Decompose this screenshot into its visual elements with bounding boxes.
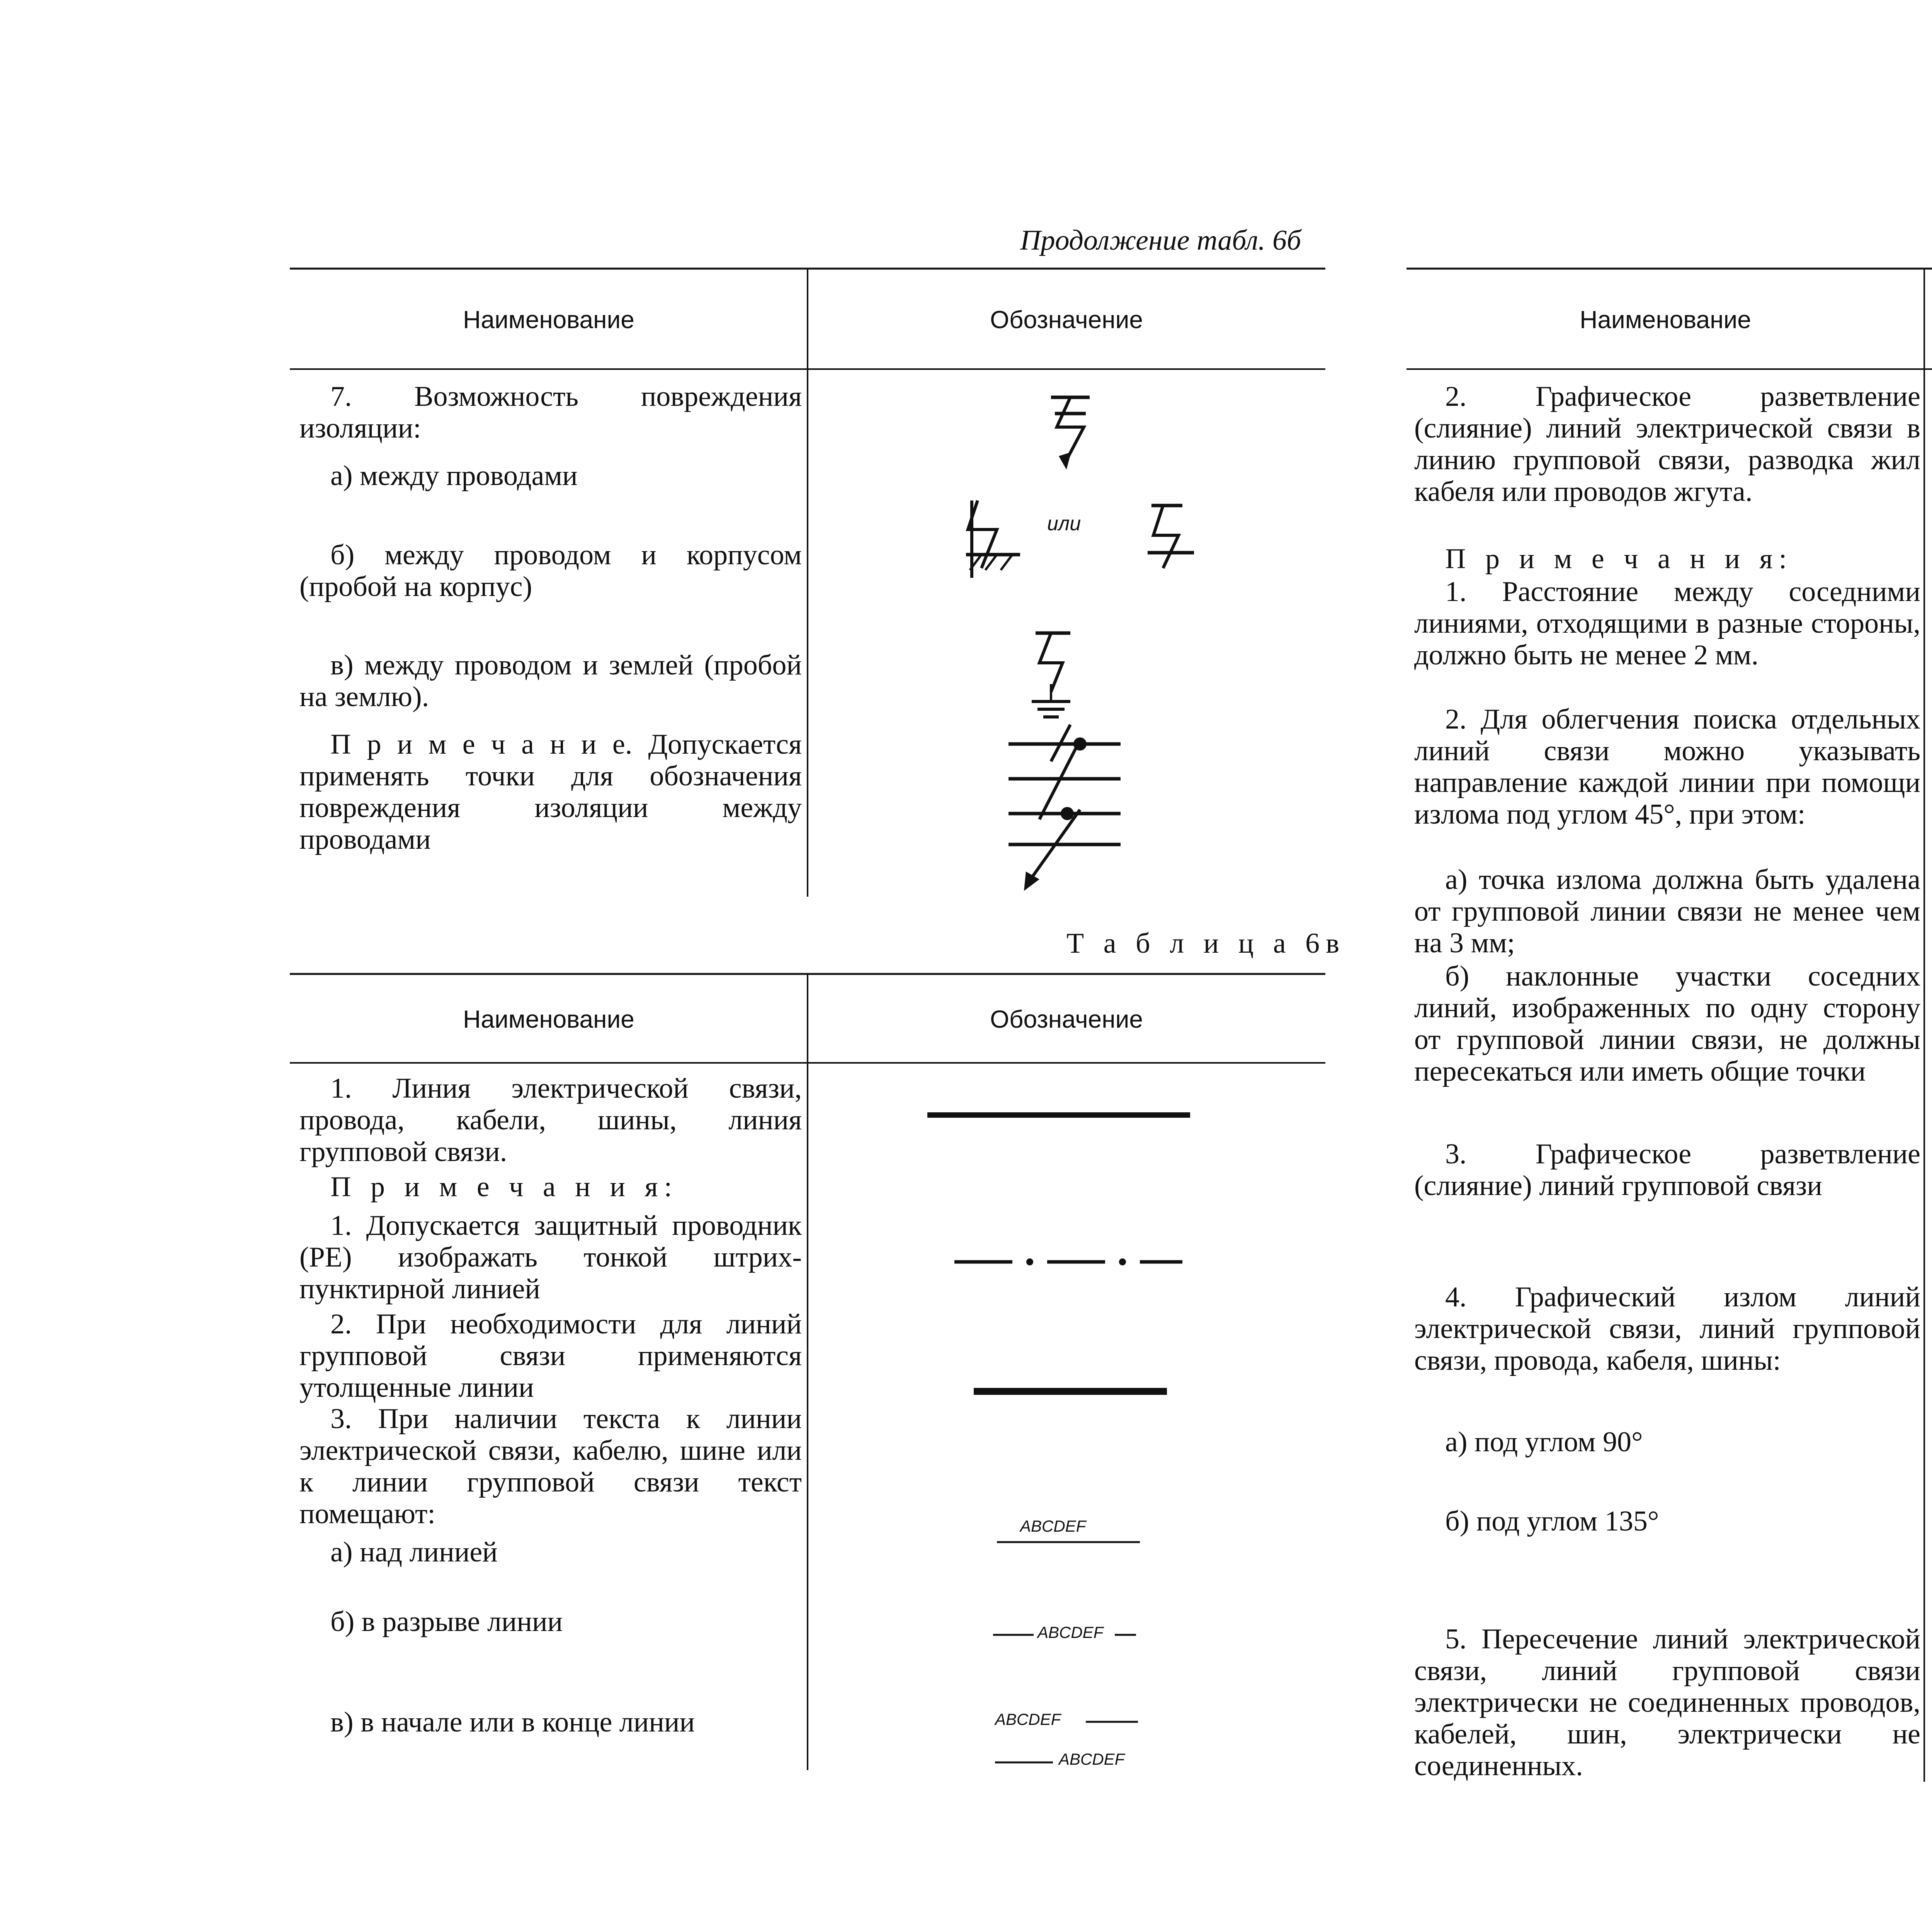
item-7b: б) между проводом и корпусом (пробой на корпус) [299,539,802,603]
item-5-crossing: 5. Пересечение линий электрической связи, линий групповой связи электрически не соединенных проводов, кабелей, шин, электрически не соединенных. [1414,1623,1920,1782]
note-1-pe: 1. Допускается защитный проводник (PE) изображать тонкой штрих-пунктирной линией [299,1210,802,1305]
note-3-text: 3. При наличии текста к линии электрической связи, кабелю, шине или к линии групповой связи текст помещают: [299,1403,802,1530]
text-at-start-sample: ABCDEF [995,1710,1061,1728]
item-7-title: 7. Возможность повреждения изоляции: [299,381,802,444]
notes-head-6v: П р и м е ч а н и я: [330,1171,679,1203]
note-2-thick: 2. При необходимости для линий групповой связи применяются утолщенные линии [299,1308,802,1403]
item-4b: б) под углом 135° [1445,1505,1659,1537]
col-header-symbol-right [1924,305,1932,334]
text-at-end-sample: ABCDEF [1059,1750,1125,1768]
item-7v: в) между проводом и землей (пробой на землю). [299,649,802,713]
note-1-distance: 1. Расстояние между соседними линиями, отходящими в разные стороны, должно быть не менее 2 мм. [1414,576,1920,671]
item-2-branching: 2. Графическое разветвление (слияние) линий электрической связи в линию групповой связи, разводка жил кабеля или проводов жгута. [1414,381,1920,507]
note-3v: в) в начале или в конце линии [330,1706,695,1738]
item-7a: а) между проводами [330,460,578,492]
notes-head-right: П р и м е ч а н и я: [1445,543,1793,575]
or-label-7b: или [1047,512,1081,535]
continuation-label-6b: Продолжение табл. 6б [1020,225,1301,256]
item-3-group-branch: 3. Графическое разветвление (слияние) линий групповой связи [1414,1138,1920,1202]
note-3b: б) в разрыве линии [330,1606,563,1638]
note-3a: а) над линией [330,1536,498,1568]
col-header-name: Наименование [463,306,634,334]
text-in-break-sample: ABCDEF [1037,1623,1104,1641]
col-header-symbol: Обозначение [990,306,1143,334]
note-body: Допускается применять точки для обозначения повреждения изоляции между проводами [299,729,802,855]
table-6v-title: Т а б л и ц а 6в [1066,928,1346,959]
note-2-direction: 2. Для облегчения поиска отдельных линий связи можно указывать направление каждой линии при помощи излома под углом 45°, при этом: [1414,703,1920,830]
col-header-symbol-6v: Обозначение [990,1005,1143,1033]
note-2b: б) наклонные участки соседних линий, изображенных по одну сторону от групповой линии связи, не должны пересекаться или иметь общие точки [1414,960,1920,1087]
item-4a: а) под углом 90° [1445,1426,1643,1458]
item-4-bend: 4. Графический излом линий электрической связи, линий групповой связи, провода, кабеля, шины: [1414,1281,1920,1376]
col-header-name-right: Наименование [1580,306,1751,334]
note-2a: а) точка излома должна быть удалена от групповой линии связи не менее чем на 3 мм; [1414,864,1920,959]
item-1: 1. Линия электрической связи, провода, кабели, шины, линия групповой связи. [299,1073,802,1168]
text-above-line-sample: ABCDEF [1020,1517,1086,1535]
col-header-name-6v: Наименование [463,1005,634,1033]
note-head: П р и м е ч а н и е. [330,729,633,760]
